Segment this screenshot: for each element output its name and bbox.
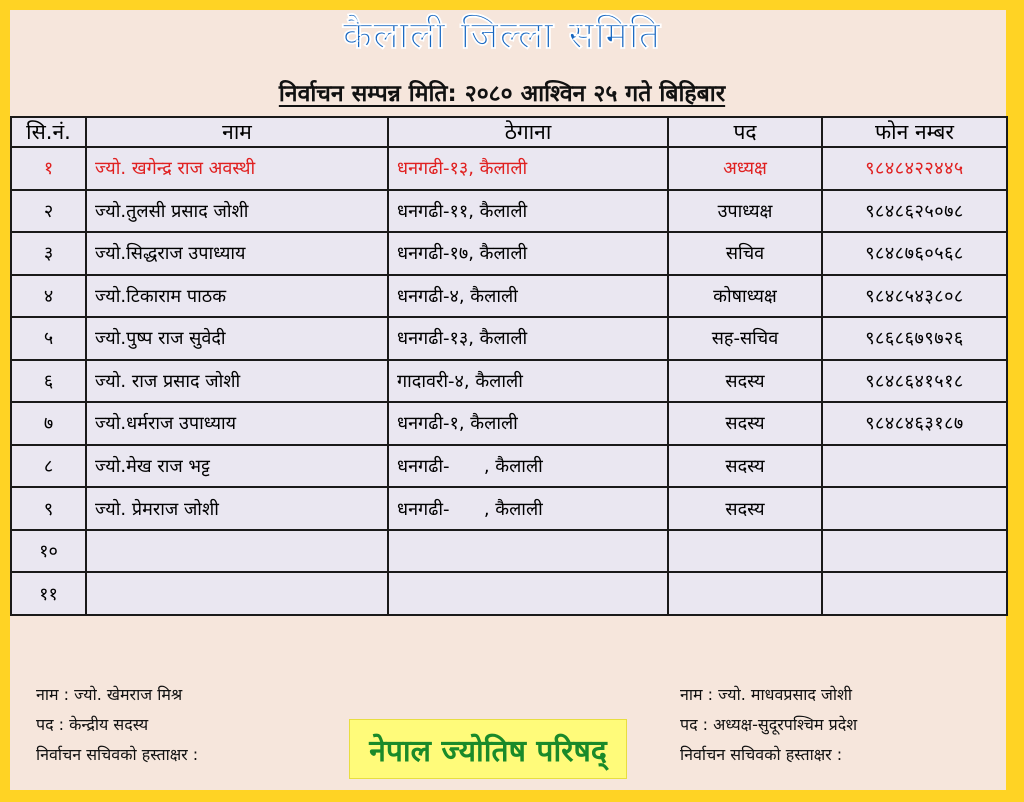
serial-cell: १ [11,147,86,190]
right-signatory-block [680,680,857,770]
member-name-cell: ज्यो.तुलसी प्रसाद जोशी [86,190,388,233]
address-cell: धनगढी-१३, कैलाली [388,147,668,190]
col-header-post: पद [668,117,822,147]
member-name-cell: ज्यो.मेख राज भट्ट [86,445,388,488]
phone-cell: ९८४८५४३८०८ [822,275,1007,318]
col-header-name: नाम [86,117,388,147]
member-name-cell: ज्यो.पुष्प राज सुवेदी [86,317,388,360]
table-row [11,360,1007,403]
phone-cell: ९८४८४२२४४५ [822,147,1007,190]
phone-cell: ९८६८६७९७२६ [822,317,1007,360]
serial-cell: ५ [11,317,86,360]
table-row [11,317,1007,360]
address-cell [388,572,668,615]
phone-cell [822,572,1007,615]
member-name-cell: ज्यो.सिद्धराज उपाध्याय [86,232,388,275]
address-cell: धनगढी-४, कैलाली [388,275,668,318]
address-cell: धनगढी- , कैलाली [388,445,668,488]
address-cell [388,530,668,573]
serial-cell: ७ [11,402,86,445]
phone-cell [822,487,1007,530]
table-row [11,572,1007,615]
left-signatory-block [36,680,198,770]
serial-cell: ६ [11,360,86,403]
col-header-phone: फोन नम्बर [822,117,1007,147]
address-cell: धनगढी-१७, कैलाली [388,232,668,275]
table-row [11,487,1007,530]
member-name-cell: ज्यो.टिकाराम पाठक [86,275,388,318]
member-name-cell: ज्यो. खगेन्द्र राज अवस्थी [86,147,388,190]
right-signature-line: निर्वाचन सचिवको हस्ताक्षर : [680,745,843,764]
table-row [11,147,1007,190]
post-cell [668,530,822,573]
address-cell: धनगढी- , कैलाली [388,487,668,530]
left-signatory-name: नाम : ज्यो. खेमराज मिश्र [36,685,183,704]
serial-cell: ९ [11,487,86,530]
serial-cell: ४ [11,275,86,318]
post-cell: सदस्य [668,445,822,488]
phone-cell: ९८४८६२५०७८ [822,190,1007,233]
phone-cell [822,445,1007,488]
serial-cell: ३ [11,232,86,275]
col-header-serial: सि.नं. [11,117,86,147]
address-cell: गादावरी-४, कैलाली [388,360,668,403]
committee-table [10,116,1008,616]
member-name-cell [86,530,388,573]
post-cell: उपाध्यक्ष [668,190,822,233]
member-name-cell: ज्यो. प्रेमराज जोशी [86,487,388,530]
phone-cell: ९८४८७६०५६८ [822,232,1007,275]
nepal-jyotish-parishad-logo: नेपाल ज्योतिष परिषद् [349,719,627,779]
right-signatory-name: नाम : ज्यो. माधवप्रसाद जोशी [680,685,853,704]
left-signature-line: निर्वाचन सचिवको हस्ताक्षर : [36,745,199,764]
table-header-row [11,117,1007,147]
member-name-cell: ज्यो. राज प्रसाद जोशी [86,360,388,403]
phone-cell: ९८४८६४१५१८ [822,360,1007,403]
post-cell: सदस्य [668,360,822,403]
table-row [11,190,1007,233]
page-title: कैलाली जिल्ला समिति [342,13,662,57]
address-cell: धनगढी-१३, कैलाली [388,317,668,360]
address-cell: धनगढी-११, कैलाली [388,190,668,233]
col-header-address: ठेगाना [388,117,668,147]
post-cell: सदस्य [668,402,822,445]
address-cell: धनगढी-१, कैलाली [388,402,668,445]
left-signatory-post: पद : केन्द्रीय सदस्य [36,715,149,734]
serial-cell: २ [11,190,86,233]
serial-cell: १० [11,530,86,573]
table-row [11,445,1007,488]
member-name-cell: ज्यो.धर्मराज उपाध्याय [86,402,388,445]
post-cell: सचिव [668,232,822,275]
serial-cell: ८ [11,445,86,488]
post-cell: अध्यक्ष [668,147,822,190]
post-cell: सदस्य [668,487,822,530]
post-cell: कोषाध्यक्ष [668,275,822,318]
member-name-cell [86,572,388,615]
table-row [11,275,1007,318]
post-cell: सह-सचिव [668,317,822,360]
phone-cell [822,530,1007,573]
table-row [11,232,1007,275]
post-cell [668,572,822,615]
serial-cell: ११ [11,572,86,615]
table-row [11,402,1007,445]
election-date-subtitle [0,76,1004,108]
phone-cell: ९८४८४६३१८७ [822,402,1007,445]
right-signatory-post: पद : अध्यक्ष-सुदूरपश्चिम प्रदेश [680,715,858,734]
table-row [11,530,1007,573]
subtitle-text: निर्वाचन सम्पन्न मिति: २०८० आश्विन २५ गते बिहिबार [278,81,726,107]
